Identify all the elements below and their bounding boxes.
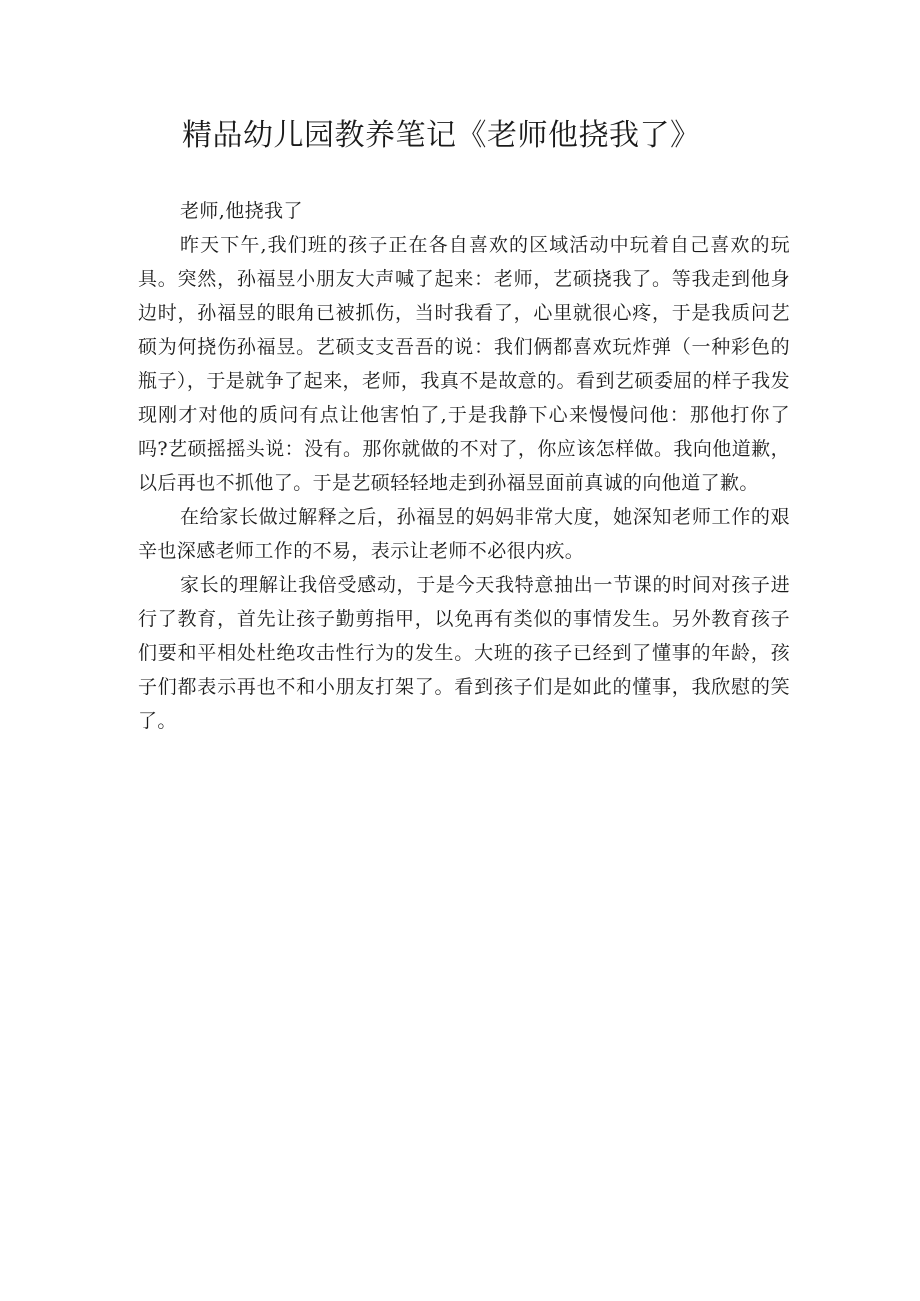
paragraph-incident: 昨天下午,我们班的孩子正在各自喜欢的区域活动中玩着自己喜欢的玩具。突然，孙福昱小朋友大声喊了起来：老师，艺硕挠我了。等我走到他身边时，孙福昱的眼角已被抓伤，当时我看了，心里就很心疼，于是我质问艺硕为何挠伤孙福昱。艺硕支支吾吾的说：我们俩都喜欢玩炸弹（一种彩色的瓶子），于是就争了起来，老师，我真不是故意的。看到艺硕委屈的样子我发现刚才对他的质问有点让他害怕了,于是我静下心来慢慢问他：那他打你了吗?艺硕摇摇头说：没有。那你就做的不对了，你应该怎样做。我向他道歉，以后再也不抓他了。于是艺硕轻轻地走到孙福昱面前真诚的向他道了歉。 bbox=[138, 234, 790, 494]
document-title: 精品幼儿园教养笔记《老师他挠我了》 bbox=[182, 118, 701, 153]
paragraph-subtitle: 老师,他挠我了 bbox=[180, 200, 303, 222]
document-body bbox=[138, 194, 790, 738]
paragraph-reflection: 家长的理解让我倍受感动，于是今天我特意抽出一节课的时间对孩子进行了教育，首先让孩子勤剪指甲，以免再有类似的事情发生。另外教育孩子们要和平相处杜绝攻击性行为的发生。大班的孩子已经到了懂事的年龄，孩子们都表示再也不和小朋友打架了。看到孩子们是如此的懂事，我欣慰的笑了。 bbox=[138, 574, 790, 732]
paragraph-parent-response: 在给家长做过解释之后，孙福昱的妈妈非常大度，她深知老师工作的艰辛也深感老师工作的不易，表示让老师不必很内疚。 bbox=[138, 506, 790, 562]
